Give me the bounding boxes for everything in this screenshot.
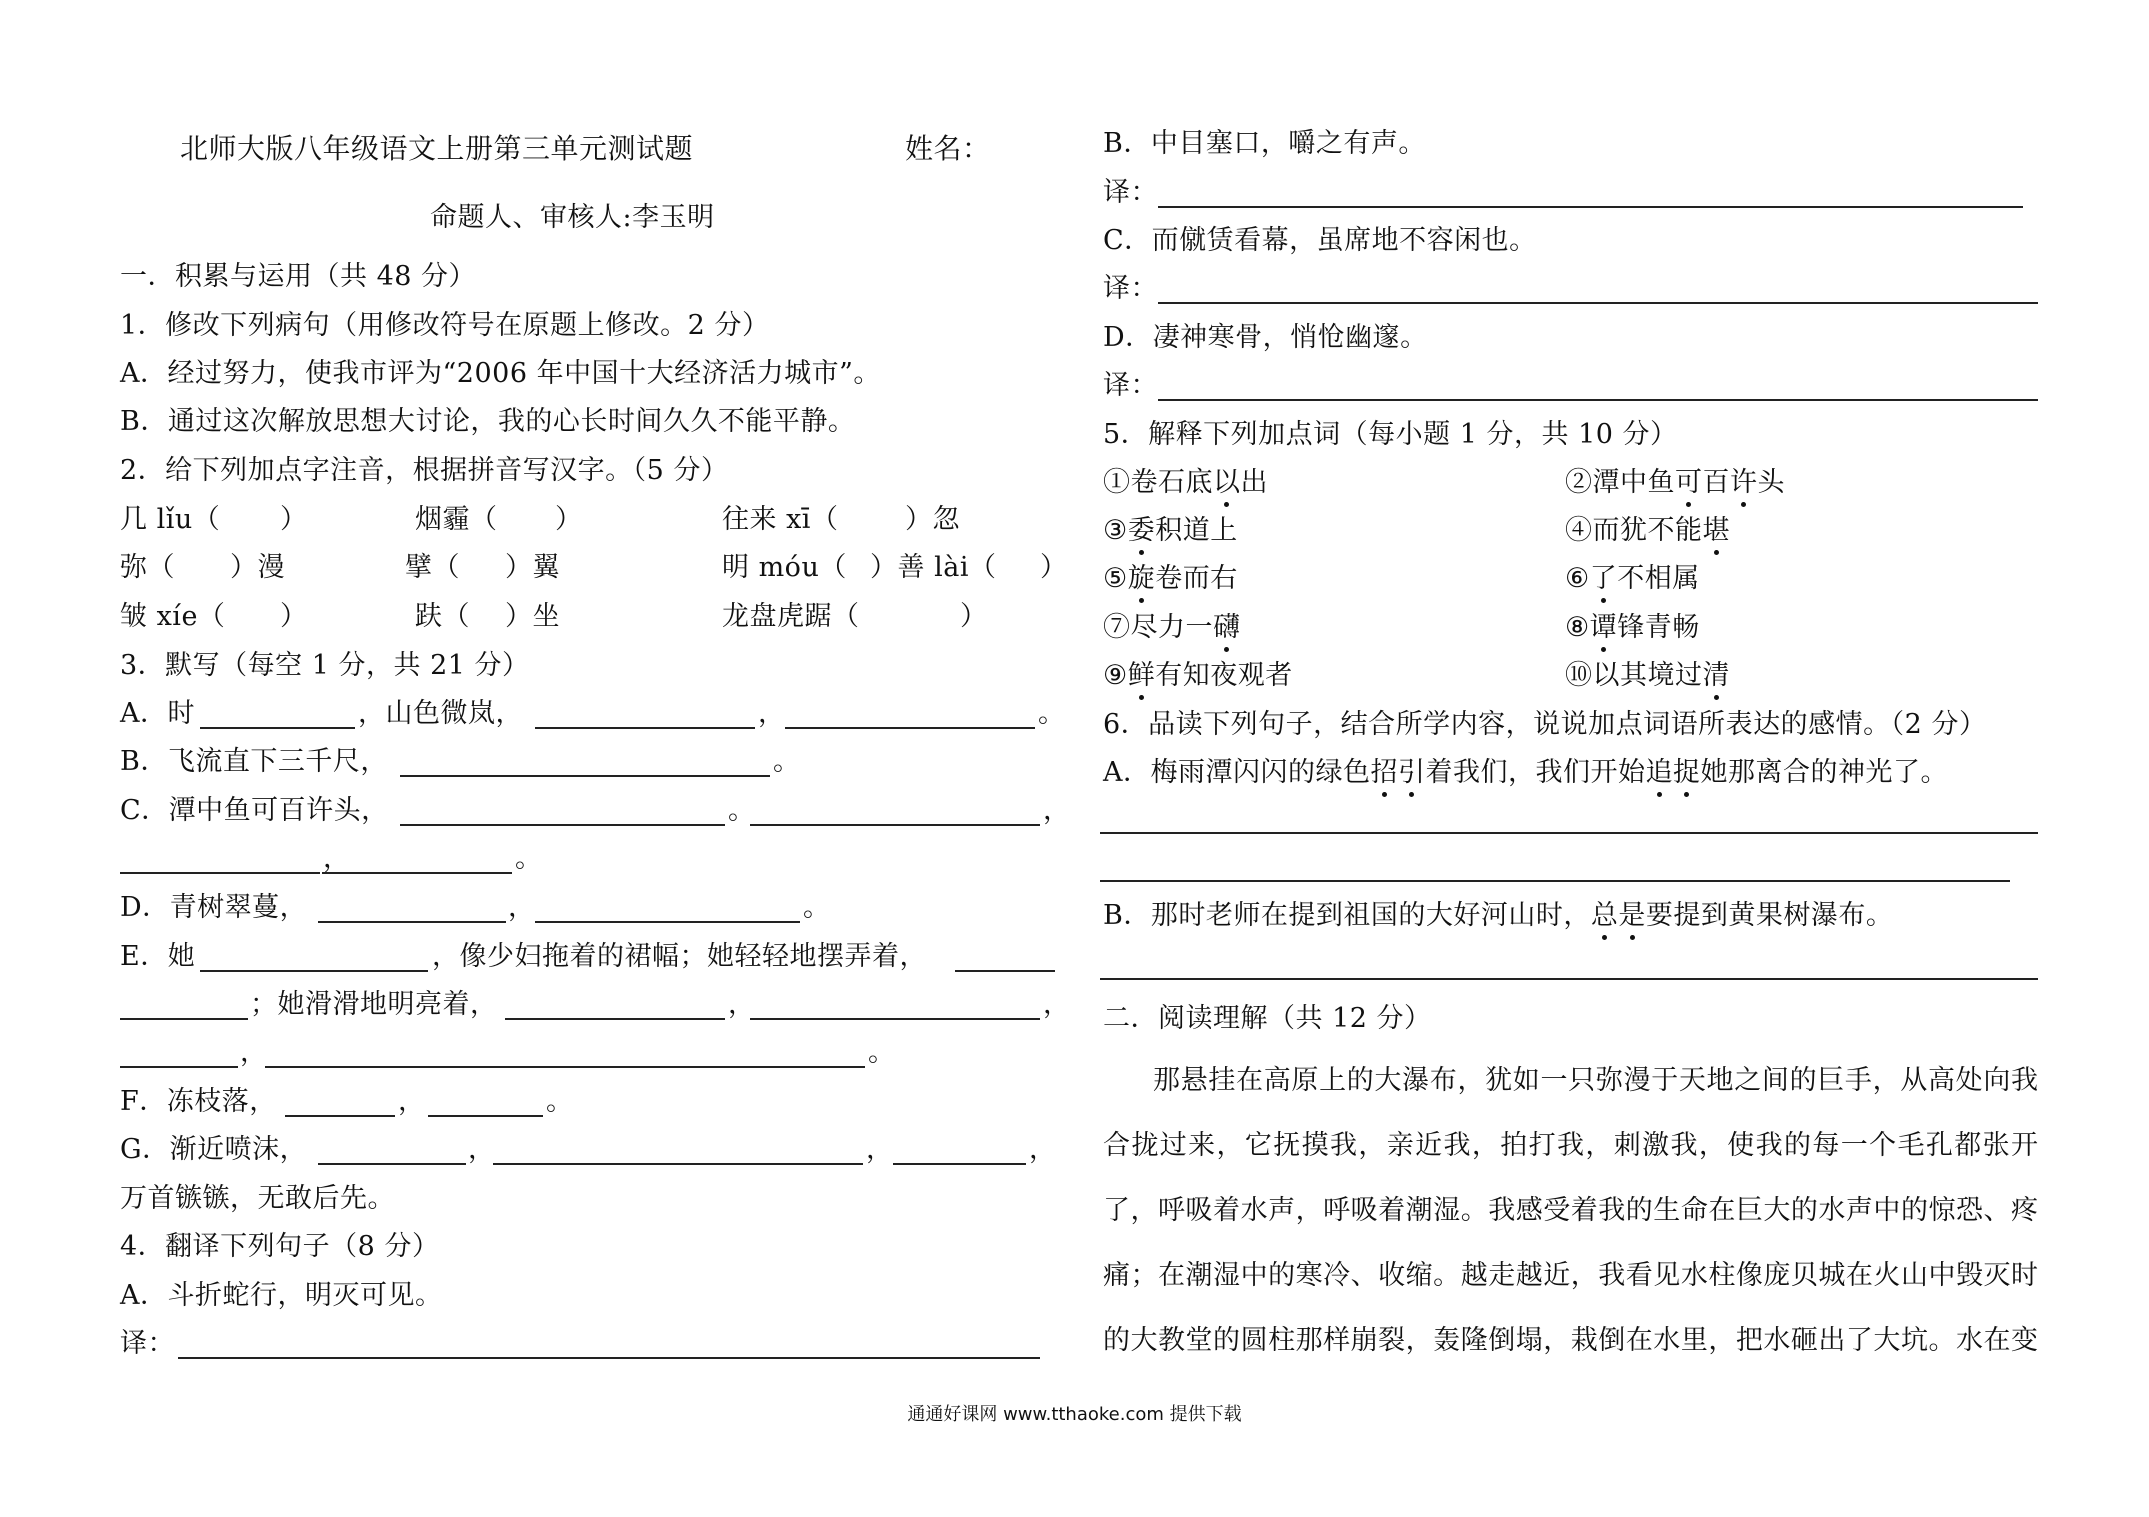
q2-item: 擘（ — [405, 552, 460, 583]
answer-blank[interactable] — [893, 1163, 1026, 1165]
q5-item: ⑨鲜有知夜观者 — [1103, 660, 1293, 691]
q3e-text: ， — [1043, 989, 1071, 1020]
answer-blank[interactable] — [535, 921, 800, 923]
question-6a: A．梅雨潭闪闪的绿色招引着我们，我们开始追捉她那离合的神光了。 — [1103, 757, 1948, 788]
answer-blank[interactable] — [120, 1066, 238, 1068]
answer-blank[interactable] — [265, 1066, 865, 1068]
q2-item: 明 móu（ — [722, 552, 847, 583]
q3e-text: ， — [728, 989, 756, 1020]
q3c-text: ， — [323, 843, 351, 874]
q3f-text: F．冻枝落， — [120, 1086, 277, 1117]
q2-item: 龙盘虎踞（ — [722, 601, 860, 632]
q3g-text: ， — [468, 1134, 496, 1165]
answer-blank[interactable] — [400, 775, 770, 777]
q2-item-close: ） — [280, 601, 308, 632]
answer-blank[interactable] — [120, 1018, 248, 1020]
q3g-text: ， — [866, 1134, 894, 1165]
q2-item-close: ）翼 — [505, 552, 560, 583]
answer-line[interactable] — [178, 1357, 1040, 1359]
question-4: 4．翻译下列句子（8 分） — [120, 1231, 440, 1262]
question-5: 5．解释下列加点词（每小题 1 分，共 10 分） — [1103, 419, 1678, 450]
question-1: 1．修改下列病句（用修改符号在原题上修改。2 分） — [120, 310, 770, 341]
q2-item-close: ） — [960, 601, 988, 632]
answer-blank[interactable] — [750, 1018, 1040, 1020]
answer-blank[interactable] — [505, 1018, 725, 1020]
question-1b: B．通过这次解放思想大讨论，我的心长时间久久不能平静。 — [120, 406, 856, 437]
q3c-text: ， — [1043, 795, 1071, 826]
section-2-heading: 二．阅读理解（共 12 分） — [1103, 1003, 1432, 1034]
q5-item: ①卷石底以出 — [1103, 467, 1268, 498]
translate-label: 译： — [1103, 273, 1158, 304]
question-4a: A．斗折蛇行，明灭可见。 — [120, 1280, 443, 1311]
answer-blank[interactable] — [322, 872, 512, 874]
answer-blank[interactable] — [785, 727, 1035, 729]
answer-blank[interactable] — [200, 727, 355, 729]
q3a-text: 。 — [1038, 698, 1066, 729]
answer-blank[interactable] — [955, 970, 1055, 972]
q5-item: ②潭中鱼可百许头 — [1565, 467, 1785, 498]
answer-blank[interactable] — [200, 970, 428, 972]
q3f-text: 。 — [546, 1086, 574, 1117]
q3b-text: B．飞流直下三千尺， — [120, 746, 388, 777]
q5-item: ⑤旋卷而右 — [1103, 563, 1238, 594]
q3a-text: A．时 — [120, 698, 195, 729]
q2-item-close: ）漫 — [230, 552, 285, 583]
q2-item: 烟霾（ — [415, 504, 498, 535]
q3a-text: ，山色微岚， — [358, 698, 523, 729]
q3e-text: ，像少妇拖着的裙幅；她轻轻地摆弄着， — [432, 941, 927, 972]
q5-item: ⑩以其境过清 — [1565, 660, 1730, 691]
q2-item: 往来 xī（ — [722, 504, 839, 535]
answer-line[interactable] — [1100, 978, 2038, 980]
q3c-text: C．潭中鱼可百许头， — [120, 795, 389, 826]
q5-item: ⑥了不相属 — [1565, 563, 1700, 594]
name-label: 姓名： — [905, 132, 991, 165]
translate-label: 译： — [1103, 370, 1158, 401]
reading-passage: 那悬挂在高原上的大瀑布，犹如一只弥漫于天地之间的巨手，从高处向我合拢过来，它抚摸我，亲近我，拍打我，刺激我，使我的每一个毛孔都张开了，呼吸着水声，呼吸着潮湿。我感受着我的生命在巨大的水声中的惊恐、疼痛；在潮湿中的寒冷、收缩。越走越近，我看见水柱像庞贝城在火山中毁灭时的大教堂的圆柱那样崩裂，轰隆倒塌，栽倒在水里，把水砸出了大坑。水在变 — [1103, 1065, 2038, 1356]
question-4d: D．凄神寒骨，悄怆幽邃。 — [1103, 322, 1428, 353]
q5-item: ⑦尽力一礴 — [1103, 612, 1241, 643]
footer-credit: 通通好课网 www.tthaoke.com 提供下载 — [907, 1404, 1242, 1425]
q2-item-close: ） — [280, 504, 308, 535]
answer-blank[interactable] — [400, 824, 725, 826]
q2-item-close: ） — [1040, 552, 1068, 583]
q2-item: 皱 xíe（ — [120, 601, 226, 632]
answer-blank[interactable] — [750, 824, 1040, 826]
q3a-text: ， — [758, 698, 786, 729]
question-2: 2．给下列加点字注音，根据拼音写汉字。（5 分） — [120, 455, 729, 486]
q3f-text: ， — [398, 1086, 426, 1117]
q5-item: ③委积道上 — [1103, 515, 1238, 546]
answer-blank[interactable] — [535, 727, 755, 729]
answer-line[interactable] — [1158, 302, 2038, 304]
q3g-text: 万首镞镞，无敢后先。 — [120, 1183, 395, 1214]
section-1-heading: 一．积累与运用（共 48 分） — [120, 261, 477, 292]
q5-item: ⑧谭锋青畅 — [1565, 612, 1700, 643]
answer-blank[interactable] — [318, 921, 506, 923]
q3c-text: 。 — [515, 843, 543, 874]
answer-blank[interactable] — [285, 1115, 395, 1117]
q2-item-mid: ）善 lài（ — [870, 552, 997, 583]
answer-line[interactable] — [1158, 399, 2038, 401]
question-4c: C．而僦赁看幕，虽席地不容闲也。 — [1103, 225, 1537, 256]
q3d-text: ， — [508, 892, 536, 923]
answer-line[interactable] — [1100, 832, 2038, 834]
q3e-text: E．她 — [120, 941, 196, 972]
translate-label: 译： — [120, 1328, 175, 1359]
q3c-text: 。 — [728, 795, 756, 826]
q3e-text: ， — [240, 1037, 268, 1068]
q2-item-close: ）坐 — [505, 601, 560, 632]
q3e-text: ；她滑滑地明亮着， — [250, 989, 498, 1020]
q2-item: 几 lǐu（ — [120, 504, 221, 535]
q3e-text: 。 — [868, 1037, 896, 1068]
question-6: 6．品读下列句子，结合所学内容，说说加点词语所表达的感情。（2 分） — [1103, 709, 1987, 740]
question-4b: B．中目塞口，嚼之有声。 — [1103, 128, 1426, 159]
q2-item-close: ） — [555, 504, 583, 535]
answer-blank[interactable] — [493, 1163, 863, 1165]
answer-line[interactable] — [1100, 880, 2010, 882]
answer-blank[interactable] — [428, 1115, 543, 1117]
q3g-text: G．渐近喷沫， — [120, 1134, 308, 1165]
authors-line: 命题人、审核人:李玉明 — [430, 202, 715, 233]
q3b-text: 。 — [773, 746, 801, 777]
question-3: 3．默写（每空 1 分，共 21 分） — [120, 650, 530, 681]
answer-blank[interactable] — [120, 872, 320, 874]
answer-line[interactable] — [1158, 206, 2023, 208]
page-title: 北师大版八年级语文上册第三单元测试题 — [180, 132, 694, 165]
question-6b: B．那时老师在提到祖国的大好河山时，总是要提到黄果树瀑布。 — [1103, 900, 1894, 931]
q2-item-close: ）忽 — [905, 504, 960, 535]
question-1a: A．经过努力，使我市评为“2006 年中国十大经济活力城市”。 — [120, 358, 881, 389]
q2-item: 趺（ — [415, 601, 470, 632]
q3g-text: ， — [1029, 1134, 1057, 1165]
translate-label: 译： — [1103, 177, 1158, 208]
q3d-text: 。 — [803, 892, 831, 923]
answer-blank[interactable] — [318, 1163, 466, 1165]
q2-item: 弥（ — [120, 552, 175, 583]
q3d-text: D．青树翠蔓， — [120, 892, 308, 923]
q5-item: ④而犹不能堪 — [1565, 515, 1730, 546]
